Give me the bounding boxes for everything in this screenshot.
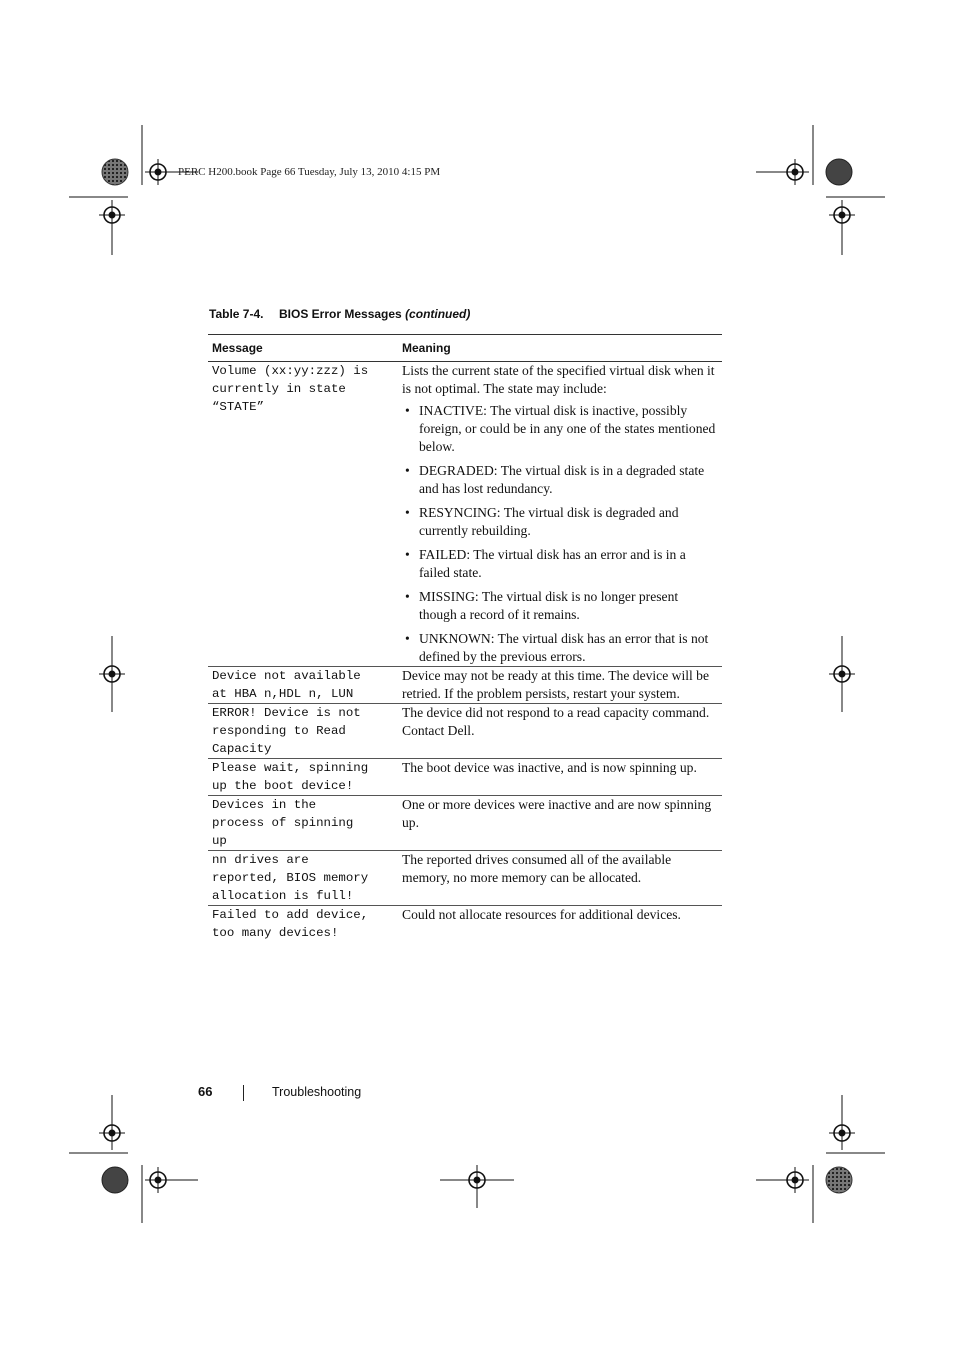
footer-divider [243, 1085, 244, 1101]
state-intro: Lists the current state of the specified virtual disk when it is not optimal. The state may include: [402, 363, 715, 396]
state-list-item [405, 630, 718, 666]
bullet-icon: • [405, 589, 410, 604]
state-description: DEGRADED: The virtual disk is in a degraded state and has lost redundancy. [419, 463, 705, 496]
message-cell [208, 851, 398, 906]
table-row [208, 759, 722, 796]
page-number: 66 [198, 1084, 213, 1099]
bullet-icon: • [405, 631, 410, 646]
message-line: ERROR! Device is not [212, 706, 361, 720]
message-cell [208, 906, 398, 943]
message-line: Capacity [212, 742, 272, 756]
state-description: MISSING: The virtual disk is no longer present though a record of it remains. [419, 589, 679, 622]
message-line: up [212, 834, 227, 848]
column-header-meaning: Meaning [398, 335, 722, 362]
message-line: “STATE” [212, 400, 265, 414]
message-cell [208, 704, 398, 759]
message-line: up the boot device! [212, 779, 354, 793]
message-line: Device not available [212, 669, 361, 683]
message-line: Devices in the [212, 798, 317, 812]
table-header-row [208, 335, 722, 362]
meaning-cell: The boot device was inactive, and is now spinning up. [402, 760, 697, 775]
table-row [208, 796, 722, 851]
table-caption [209, 307, 470, 321]
column-header-message: Message [208, 335, 398, 362]
message-line: Please wait, spinning [212, 761, 369, 775]
table-row [208, 667, 722, 704]
message-line: Volume (xx:yy:zzz) is [212, 364, 369, 378]
meaning-cell: The device did not respond to a read capacity command. Contact Dell. [402, 705, 710, 738]
state-description: INACTIVE: The virtual disk is inactive, possibly foreign, or could be in any one of the states mentioned below. [419, 403, 716, 454]
message-line: currently in state [212, 382, 346, 396]
message-line: nn drives are [212, 853, 309, 867]
message-cell [208, 362, 398, 667]
meaning-cell: One or more devices were inactive and are now spinning up. [402, 797, 712, 830]
message-cell [208, 796, 398, 851]
meaning-cell: The reported drives consumed all of the available memory, no more memory can be allocated. [402, 852, 672, 885]
footer-section-title: Troubleshooting [272, 1085, 362, 1099]
message-line: Failed to add device, [212, 908, 369, 922]
bullet-icon: • [405, 463, 410, 478]
table-row [208, 704, 722, 759]
bios-error-messages-table [208, 334, 722, 942]
table-continued-note: (continued) [405, 307, 471, 321]
message-line: reported, BIOS memory [212, 871, 369, 885]
table-row [208, 362, 722, 667]
state-list-item [405, 504, 718, 540]
bullet-icon: • [405, 505, 410, 520]
state-list-item [405, 588, 718, 624]
message-line: responding to Read [212, 724, 346, 738]
message-line: too many devices! [212, 926, 339, 940]
message-line: at HBA n,HDL n, LUN [212, 687, 354, 701]
table-number: Table 7-4. [209, 307, 264, 321]
state-description: UNKNOWN: The virtual disk has an error that is not defined by the previous errors. [419, 631, 709, 664]
table-row [208, 906, 722, 943]
bullet-icon: • [405, 403, 410, 418]
state-description: RESYNCING: The virtual disk is degraded and currently rebuilding. [419, 505, 679, 538]
meaning-cell [398, 362, 722, 667]
meaning-cell: Device may not be ready at this time. The device will be retried. If the problem persists, restart your system. [402, 668, 710, 701]
message-line: allocation is full! [212, 889, 354, 903]
table-title: BIOS Error Messages [279, 307, 406, 321]
state-list-item [405, 402, 718, 456]
state-list-item [405, 462, 718, 498]
state-list-item [405, 546, 718, 582]
print-slug-line: PERC H200.book Page 66 Tuesday, July 13, 2010 4:15 PM [178, 166, 441, 178]
table-row [208, 851, 722, 906]
message-cell [208, 759, 398, 796]
message-cell [208, 667, 398, 704]
bullet-icon: • [405, 547, 410, 562]
state-list [402, 402, 718, 666]
message-line: process of spinning [212, 816, 354, 830]
state-description: FAILED: The virtual disk has an error and is in a failed state. [419, 547, 686, 580]
meaning-cell: Could not allocate resources for additional devices. [402, 907, 681, 922]
